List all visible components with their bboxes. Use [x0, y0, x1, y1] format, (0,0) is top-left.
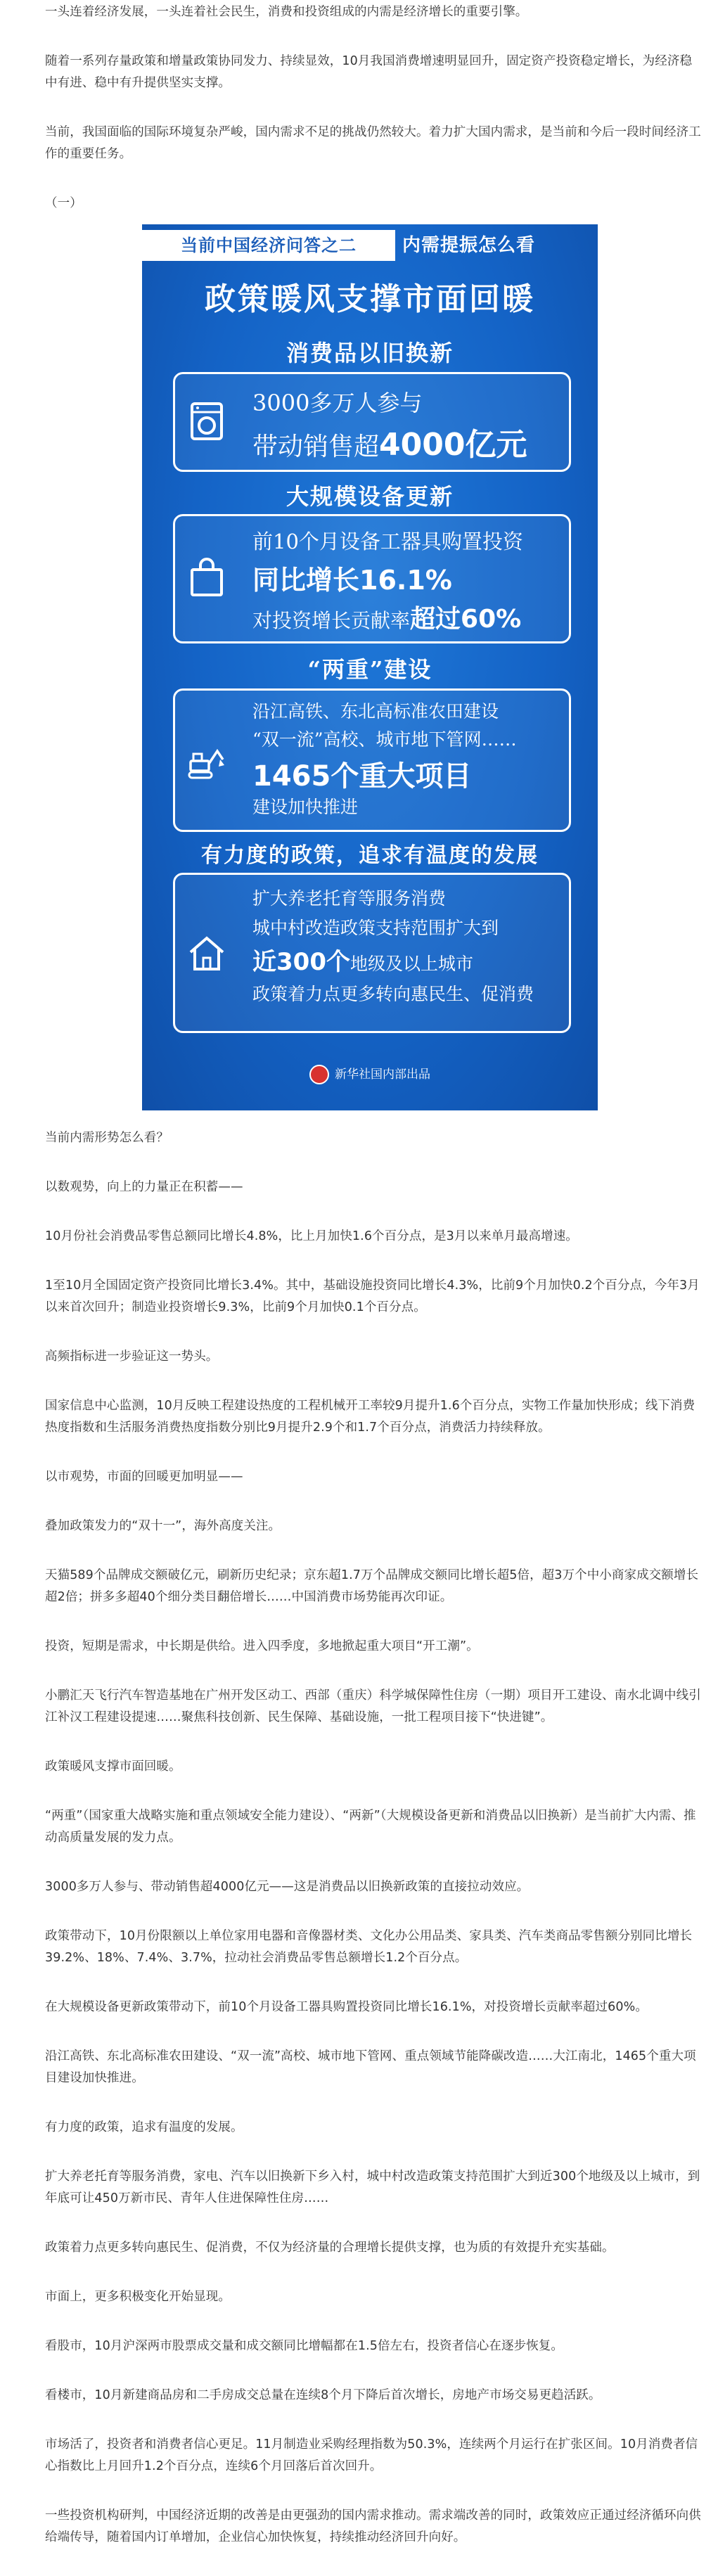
poster-highlight: 同比增长16.1%: [252, 565, 452, 596]
article-paragraph: 沿江高铁、东北高标准农田建设、“双一流”高校、城市地下管网、重点领域节能降碳改造……大江南北，1465个重大项目建设加快推进。: [45, 2049, 696, 2085]
article-paragraph: 有力度的政策，追求有温度的发展。: [45, 2120, 243, 2134]
poster-highlight: 4000亿元: [379, 427, 527, 463]
poster-line-text: 对投资增长贡献率: [252, 609, 411, 632]
poster-section-box: [173, 514, 571, 643]
poster-banner: [142, 230, 598, 261]
xinhua-logo-icon: [309, 1065, 329, 1084]
poster-credit: 新华社国内部出品: [335, 1068, 430, 1082]
poster-line: 政策着力点更多转向惠民生、促消费: [252, 984, 534, 1004]
article-paragraph: 市面上，更多积极变化开始显现。: [45, 2290, 231, 2304]
washing-machine-icon: [186, 401, 227, 442]
article-paragraph: 以数观势，向上的力量正在积蓄——: [45, 1180, 243, 1194]
article-paragraph: “两重”（国家重大战略实施和重点领域安全能力建设）、“两新”（大规模设备更新和消费品以旧换新）是当前扩大内需、推动高质量发展的发力点。: [45, 1809, 696, 1845]
poster-line: 3000多万人参与: [252, 390, 423, 416]
poster-banner-topic: 内需提振怎么看: [402, 235, 536, 256]
poster-line-text: 带动销售超: [252, 432, 380, 461]
poster-footer: [142, 1064, 598, 1084]
poster-highlight: 近300个: [252, 948, 350, 976]
shopping-bag-icon: [186, 557, 227, 598]
poster-section-heading: 大规模设备更新: [286, 483, 454, 510]
poster-line: 前10个月设备工器具购置投资: [252, 530, 523, 553]
article-paragraph: 市场活了，投资者和消费者信心更足。11月制造业采购经理指数为50.3%，连续两个月运行在扩张区间。10月消费者信心指数比上月回升1.2个百分点，连续6个月回落后首次回升。: [45, 2437, 698, 2473]
article-paragraph: 以市观势，市面的回暖更加明显——: [45, 1470, 243, 1484]
article-paragraph: 当前内需形势怎么看？: [45, 1131, 169, 1145]
article-paragraph: 10月份社会消费品零售总额同比增长4.8%，比上月加快1.6个百分点，是3月以来单月最高增速。: [45, 1229, 578, 1243]
poster-line: [252, 599, 521, 635]
poster-line: “双一流”高校、城市地下管网……: [252, 729, 517, 750]
poster-section-box: [173, 372, 571, 472]
poster-section-heading: “两重”建设: [307, 656, 432, 683]
poster-line: 建设加快推进: [252, 797, 359, 817]
poster-section-box: [173, 688, 571, 832]
excavator-icon: [186, 740, 227, 781]
article-paragraph: 政策着力点更多转向惠民生、促消费，不仅为经济量的合理增长提供支撑，也为质的有效提升充实基础。: [45, 2241, 615, 2255]
article-paragraph: 小鹏汇天飞行汽车智造基地在广州开发区动工、西部（重庆）科学城保障性住房（一期）项目开工建设、南水北调中线引江补汉工程建设提速……聚焦科技创新、民生保障、基础设施，一批工程项目接下“快进键”。: [45, 1689, 701, 1724]
poster-line: 城中村改造政策支持范围扩大到: [252, 918, 499, 938]
section-marker: （一）: [45, 196, 82, 210]
article-paragraphs: [45, 1127, 703, 2549]
poster-section-heading: 有力度的政策，追求有温度的发展: [201, 843, 539, 868]
house-icon: [186, 933, 227, 973]
poster-line-text: 地级及以上城市: [350, 954, 473, 974]
poster-section-box: [173, 873, 571, 1033]
article-paragraph: 看股市，10月沪深两市股票成交量和成交额同比增幅都在1.5倍左右，投资者信心在逐步恢复。: [45, 2339, 563, 2353]
article-paragraph: 高频指标进一步验证这一势头。: [45, 1350, 219, 1364]
article-paragraph: 看楼市，10月新建商品房和二手房成交总量在连续8个月下降后首次增长，房地产市场交易更趋活跃。: [45, 2388, 601, 2402]
poster-line: [252, 419, 527, 464]
article-paragraph: 投资，短期是需求，中长期是供给。进入四季度，多地掀起重大项目“开工潮”。: [45, 1639, 479, 1653]
article-body: [45, 0, 703, 2576]
poster-line: 沿江高铁、东北高标准农田建设: [252, 701, 499, 722]
article-paragraph: 在大规模设备更新政策带动下，前10个月设备工器具购置投资同比增长16.1%，对投资增长贡献率超过60%。: [45, 2000, 648, 2014]
article-paragraph: 扩大养老托育等服务消费，家电、汽车以旧换新下乡入村，城中村改造政策支持范围扩大到近300个地级及以上城市，到年底可让450万新市民、青年人住进保障性住房……: [45, 2170, 700, 2205]
article-paragraph: 叠加政策发力的“双十一”，海外高度关注。: [45, 1519, 281, 1533]
article-paragraph: 政策暖风支撑市面回暖。: [45, 1760, 181, 1774]
article-paragraph: 一些投资机构研判，中国经济近期的改善是由更强劲的国内需求推动。需求端改善的同时，政策效应正通过经济循环向供给端传导，随着国内订单增加，企业信心加快恢复，持续推动经济回升向好。: [45, 2508, 701, 2544]
article-paragraph: 3000多万人参与、带动销售超4000亿元——这是消费品以旧换新政策的直接拉动效应。: [45, 1880, 530, 1894]
article-paragraph: 政策带动下，10月份限额以上单位家用电器和音像器材类、文化办公用品类、家具类、汽车类商品零售额分别同比增长39.2%、18%、7.4%、3.7%，拉动社会消费品零售总额增长1.2个百分点。: [45, 1929, 693, 1965]
poster-highlight: 超过60%: [410, 605, 522, 634]
article-paragraph: 1至10月全国固定资产投资同比增长3.4%。其中，基础设施投资同比增长4.3%，比前9个月加快0.2个百分点，今年3月以来首次回升；制造业投资增长9.3%，比前9个月加快0.1个百分点。: [45, 1279, 700, 1314]
poster-highlight: 1465个重大项目: [252, 760, 472, 793]
poster-section-heading: 消费品以旧换新: [286, 340, 454, 366]
infographic-poster: [142, 224, 598, 1110]
poster-title: 政策暖风支撑市面回暖: [205, 281, 535, 317]
article-paragraph: 国家信息中心监测，10月反映工程建设热度的工程机械开工率较9月提升1.6个百分点，实物工作量加快形成；线下消费热度指数和生活服务消费热度指数分别比9月提升2.9个和1.7个百分点，消费活力持续释放。: [45, 1399, 695, 1435]
poster-line: [252, 942, 473, 977]
poster-banner-series: 当前中国经济问答之二: [142, 230, 395, 261]
poster-line: 扩大养老托育等服务消费: [252, 888, 447, 909]
intro-paragraph: 随着一系列存量政策和增量政策协同发力、持续显效，10月我国消费增速明显回升，固定资产投资稳定增长，为经济稳中有进、稳中有升提供坚实支撑。: [45, 54, 693, 90]
infographic-figure: [45, 224, 703, 1110]
intro-paragraph: 一头连着经济发展，一头连着社会民生，消费和投资组成的内需是经济增长的重要引擎。: [45, 5, 528, 19]
intro-paragraph: 当前，我国面临的国际环境复杂严峻，国内需求不足的挑战仍然较大。着力扩大国内需求，是当前和今后一段时间经济工作的重要任务。: [45, 125, 701, 161]
article-paragraph: 天猫589个品牌成交额破亿元，刷新历史纪录；京东超1.7万个品牌成交额同比增长超5倍，超3万个中小商家成交额增长超2倍；拼多多超40个细分类目翻倍增长……中国消费市场势能再次印证。: [45, 1568, 699, 1604]
